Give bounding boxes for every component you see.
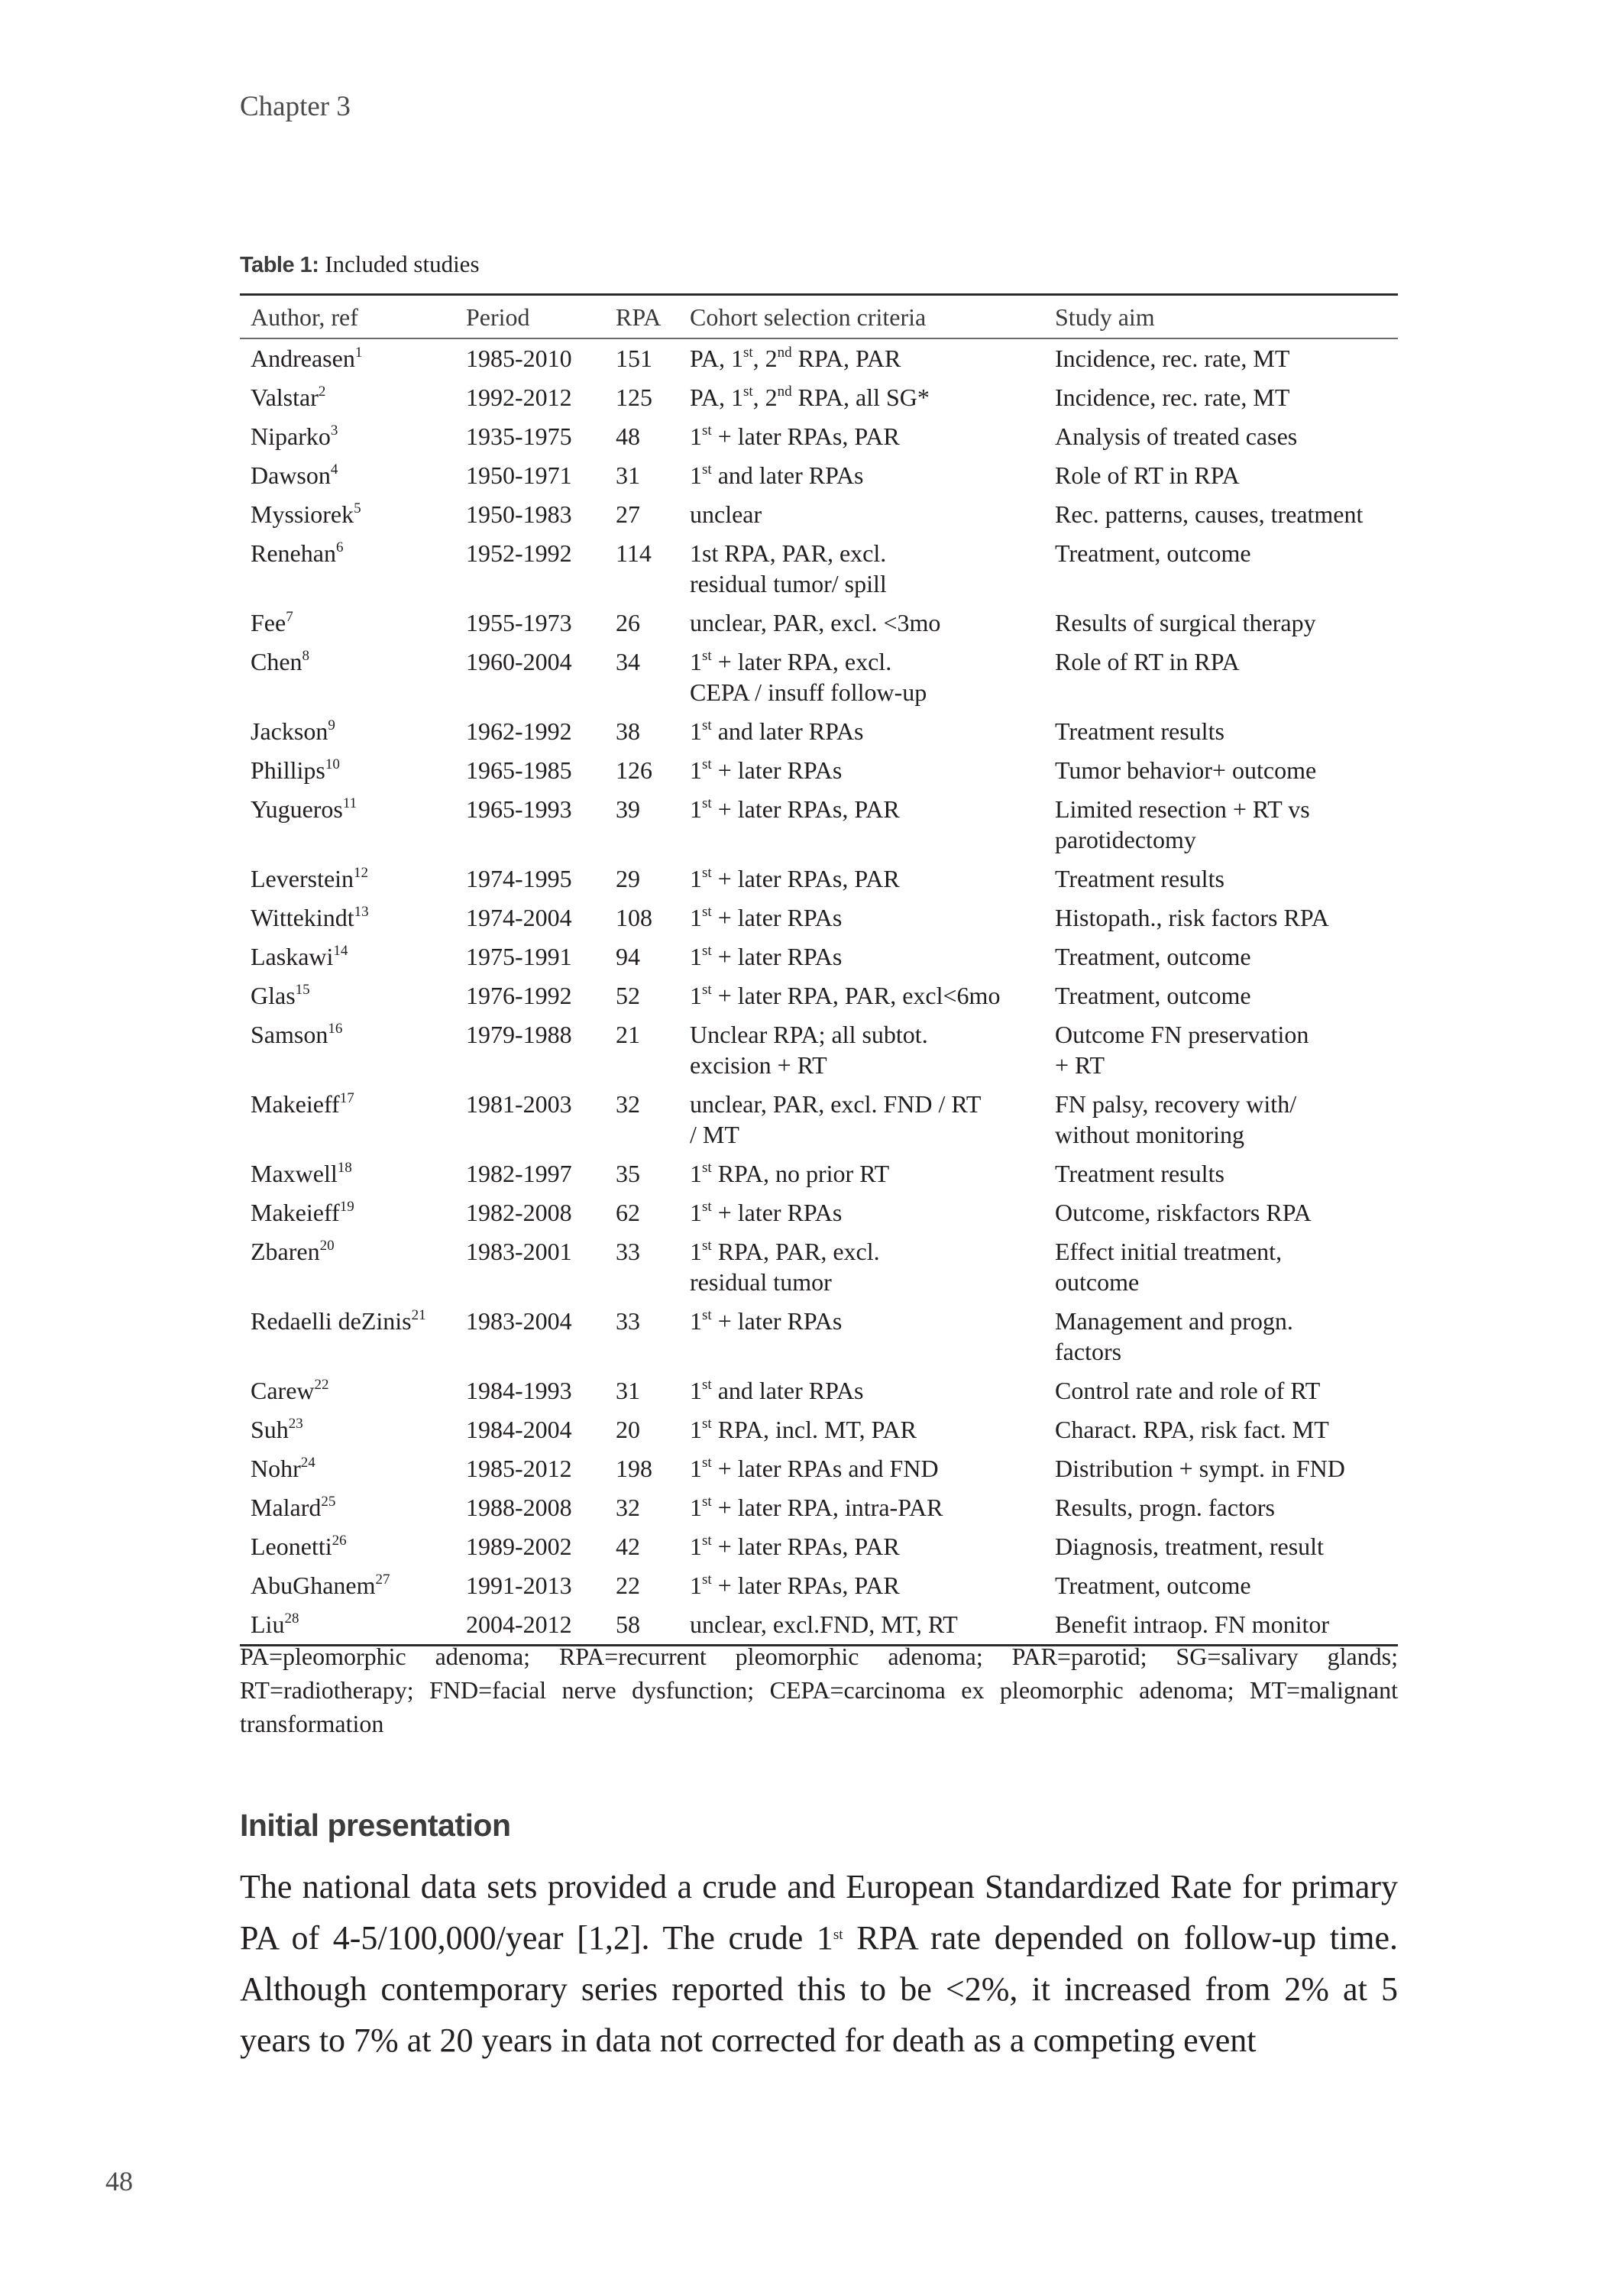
- cell-cohort-criteria: unclear, excl.FND, MT, RT: [690, 1611, 958, 1638]
- cell-cohort-criteria: 1st + later RPAs: [690, 904, 843, 931]
- cell-cohort-criteria: 1st RPA, no prior RT: [690, 1160, 890, 1187]
- cell-rpa: 32: [616, 1090, 640, 1118]
- table-row: [240, 456, 1398, 495]
- cell-cohort-criteria: 1st + later RPAs, PAR: [690, 422, 900, 450]
- table-row: [240, 643, 1398, 712]
- cell-rpa: 48: [616, 422, 640, 450]
- table-row: [240, 1232, 1398, 1302]
- table-row: [240, 378, 1398, 417]
- cell-author: Valstar$^2$: [251, 384, 326, 411]
- cell-rpa: 94: [616, 943, 640, 970]
- cell-cohort-criteria: 1st + later RPAs, PAR: [690, 1533, 900, 1560]
- cell-period: 1965-1985: [466, 756, 572, 784]
- table-header: [240, 295, 1398, 339]
- superscript: nd: [777, 345, 792, 361]
- cell-study-aim: Diagnosis, treatment, result: [1055, 1533, 1324, 1560]
- cell-study-aim: Tumor behavior+ outcome: [1055, 756, 1317, 784]
- cell-study-aim: Role of RT in RPA: [1055, 648, 1240, 675]
- cell-rpa: 114: [616, 539, 652, 567]
- table-row: [240, 1085, 1398, 1154]
- cell-study-aim: Analysis of treated cases: [1055, 422, 1298, 450]
- cell-study-aim: Treatment results: [1055, 1160, 1224, 1187]
- cell-cohort-criteria: 1st + later RPA, excl. CEPA / insuff follow-up: [690, 648, 927, 706]
- cell-author: Makeieff$^{17}$: [251, 1090, 354, 1118]
- table-row: [240, 534, 1398, 604]
- table-row: [240, 604, 1398, 643]
- cell-period: 1988-2008: [466, 1494, 572, 1521]
- cell-period: 1960-2004: [466, 648, 572, 675]
- superscript: st: [702, 756, 712, 772]
- included-studies-table: [240, 293, 1398, 1646]
- cell-rpa: 33: [616, 1238, 640, 1265]
- cell-study-aim: Benefit intraop. FN monitor: [1055, 1611, 1330, 1638]
- cell-study-aim: Rec. patterns, causes, treatment: [1055, 500, 1364, 528]
- cell-period: 1962-1992: [466, 717, 572, 745]
- superscript: st: [742, 384, 753, 400]
- column-header-rpa: RPA: [616, 303, 662, 331]
- cell-author: Nohr$^{24}$: [251, 1455, 315, 1482]
- reference-number: 24: [300, 1455, 315, 1471]
- cell-rpa: 39: [616, 795, 640, 823]
- reference-number: 10: [325, 756, 340, 772]
- cell-rpa: 151: [616, 345, 652, 372]
- cell-cohort-criteria: 1st + later RPA, PAR, excl<6mo: [690, 982, 1001, 1009]
- cell-cohort-criteria: 1st + later RPAs, PAR: [690, 795, 900, 823]
- cell-author: Jackson$^9$: [251, 717, 335, 745]
- cell-study-aim: Results, progn. factors: [1055, 1494, 1275, 1521]
- table-row: [240, 712, 1398, 751]
- cell-rpa: 108: [616, 904, 652, 931]
- table-row: [240, 1193, 1398, 1232]
- table-row: [240, 1015, 1398, 1085]
- cell-period: 1983-2001: [466, 1238, 572, 1265]
- superscript: st: [702, 904, 712, 920]
- cell-period: 1974-2004: [466, 904, 572, 931]
- cell-study-aim: Effect initial treatment, outcome: [1055, 1238, 1283, 1296]
- cell-period: 1975-1991: [466, 943, 572, 970]
- cell-cohort-criteria: unclear, PAR, excl. FND / RT / MT: [690, 1090, 982, 1148]
- cell-rpa: 22: [616, 1572, 640, 1599]
- cell-cohort-criteria: 1st + later RPAs: [690, 1199, 843, 1226]
- cell-study-aim: Outcome FN preservation + RT: [1055, 1021, 1309, 1079]
- cell-rpa: 198: [616, 1455, 652, 1482]
- reference-number: 13: [354, 904, 369, 920]
- section-heading: Initial presentation: [240, 1808, 511, 1843]
- cell-rpa: 38: [616, 717, 640, 745]
- cell-cohort-criteria: 1st + later RPAs, PAR: [690, 1572, 900, 1599]
- cell-period: 1981-2003: [466, 1090, 572, 1118]
- cell-study-aim: Treatment, outcome: [1055, 1572, 1251, 1599]
- superscript: st: [702, 943, 712, 959]
- superscript: st: [702, 1199, 712, 1215]
- cell-period: 1991-2013: [466, 1572, 572, 1599]
- cell-study-aim: Control rate and role of RT: [1055, 1377, 1321, 1404]
- cell-rpa: 42: [616, 1533, 640, 1560]
- cell-author: Leonetti$^{26}$: [251, 1533, 347, 1560]
- cell-cohort-criteria: unclear: [690, 500, 762, 528]
- reference-number: 4: [330, 461, 338, 478]
- cell-author: Laskawi$^{14}$: [251, 943, 348, 970]
- cell-study-aim: FN palsy, recovery with/ without monitoring: [1055, 1090, 1297, 1148]
- reference-number: 12: [354, 865, 369, 881]
- cell-study-aim: Treatment, outcome: [1055, 539, 1251, 567]
- cell-author: Yugueros$^{11}$: [251, 795, 357, 823]
- cell-author: Niparko$^3$: [251, 422, 338, 450]
- superscript: nd: [777, 384, 792, 400]
- page-number: 48: [105, 2166, 133, 2196]
- superscript: st: [702, 795, 712, 811]
- cell-period: 1950-1971: [466, 461, 572, 489]
- cell-study-aim: Treatment results: [1055, 865, 1224, 892]
- reference-number: 18: [337, 1160, 352, 1176]
- cell-cohort-criteria: 1st + later RPA, intra-PAR: [690, 1494, 943, 1521]
- cell-study-aim: Distribution + sympt. in FND: [1055, 1455, 1345, 1482]
- table-row: [240, 1488, 1398, 1527]
- cell-rpa: 29: [616, 865, 640, 892]
- cell-cohort-criteria: 1st RPA, PAR, excl. residual tumor/ spill: [690, 539, 887, 597]
- superscript: st: [702, 982, 712, 998]
- superscript: st: [702, 1494, 712, 1510]
- superscript: st: [702, 1572, 712, 1588]
- cell-rpa: 58: [616, 1611, 640, 1638]
- cell-study-aim: Role of RT in RPA: [1055, 461, 1240, 489]
- table-row: [240, 1527, 1398, 1566]
- cell-period: 1984-1993: [466, 1377, 572, 1404]
- reference-number: 2: [318, 384, 326, 400]
- reference-number: 8: [302, 648, 310, 664]
- cell-period: 1985-2012: [466, 1455, 572, 1482]
- cell-cohort-criteria: 1st + later RPAs: [690, 943, 843, 970]
- cell-author: Redaelli deZinis$^{21}$: [251, 1307, 426, 1335]
- reference-number: 21: [411, 1307, 426, 1323]
- superscript: st: [702, 1455, 712, 1471]
- cell-cohort-criteria: 1st and later RPAs: [690, 461, 864, 489]
- table-row: [240, 976, 1398, 1015]
- cell-cohort-criteria: PA, 1st, 2nd RPA, PAR: [690, 345, 901, 372]
- table-row: [240, 1154, 1398, 1193]
- cell-study-aim: Treatment results: [1055, 717, 1224, 745]
- table-row: [240, 1410, 1398, 1449]
- included-studies-table-container: [240, 293, 1398, 1646]
- cell-study-aim: Incidence, rec. rate, MT: [1055, 345, 1290, 372]
- cell-cohort-criteria: PA, 1st, 2nd RPA, all SG*: [690, 384, 930, 411]
- superscript: st: [702, 1160, 712, 1176]
- cell-rpa: 32: [616, 1494, 640, 1521]
- table-caption-text: Included studies: [319, 251, 480, 277]
- reference-number: 20: [319, 1238, 335, 1254]
- cell-rpa: 27: [616, 500, 640, 528]
- running-head: Chapter 3: [240, 91, 351, 122]
- table-row: [240, 898, 1398, 937]
- cell-author: Glas$^{15}$: [251, 982, 310, 1009]
- reference-number: 23: [288, 1416, 303, 1432]
- cell-author: AbuGhanem$^{27}$: [251, 1572, 390, 1599]
- cell-period: 1982-1997: [466, 1160, 572, 1187]
- cell-period: 1935-1975: [466, 422, 572, 450]
- reference-number: 27: [375, 1572, 390, 1588]
- table-header-row: [240, 295, 1398, 339]
- cell-author: Makeieff$^{19}$: [251, 1199, 354, 1226]
- column-header-study-aim: Study aim: [1055, 303, 1155, 331]
- cell-period: 2004-2012: [466, 1611, 572, 1638]
- cell-rpa: 20: [616, 1416, 640, 1443]
- reference-number: 9: [328, 717, 335, 733]
- cell-author: Andreasen$^1$: [251, 345, 363, 372]
- cell-author: Malard$^{25}$: [251, 1494, 336, 1521]
- cell-rpa: 31: [616, 1377, 640, 1404]
- superscript: st: [702, 1416, 712, 1432]
- reference-number: 28: [284, 1611, 299, 1627]
- superscript: st: [702, 865, 712, 881]
- cell-author: Fee$^7$: [251, 609, 293, 636]
- reference-number: 19: [339, 1199, 354, 1215]
- table-row: [240, 860, 1398, 898]
- superscript: st: [702, 1238, 712, 1254]
- reference-number: 3: [330, 422, 338, 439]
- cell-period: 1992-2012: [466, 384, 572, 411]
- cell-period: 1955-1973: [466, 609, 572, 636]
- table-row: [240, 1371, 1398, 1410]
- cell-rpa: 34: [616, 648, 640, 675]
- cell-author: Dawson$^4$: [251, 461, 338, 489]
- cell-cohort-criteria: 1st + later RPAs, PAR: [690, 865, 900, 892]
- cell-study-aim: Treatment, outcome: [1055, 943, 1251, 970]
- superscript: st: [702, 1533, 712, 1549]
- column-header-period: Period: [466, 303, 530, 331]
- cell-period: 1979-1988: [466, 1021, 572, 1048]
- cell-author: Wittekindt$^{13}$: [251, 904, 369, 931]
- table-row: [240, 495, 1398, 534]
- table-body: [240, 338, 1398, 1646]
- reference-number: 16: [328, 1021, 343, 1037]
- superscript: st: [702, 461, 712, 478]
- table-row: [240, 1566, 1398, 1605]
- cell-author: Myssiorek$^5$: [251, 500, 361, 528]
- superscript: st: [702, 1377, 712, 1393]
- cell-period: 1989-2002: [466, 1533, 572, 1560]
- cell-rpa: 31: [616, 461, 640, 489]
- cell-cohort-criteria: unclear, PAR, excl. <3mo: [690, 609, 941, 636]
- reference-number: 25: [321, 1494, 336, 1510]
- column-header-author: Author, ref: [251, 303, 358, 331]
- cell-study-aim: Treatment, outcome: [1055, 982, 1251, 1009]
- cell-cohort-criteria: Unclear RPA; all subtot. excision + RT: [690, 1021, 928, 1079]
- cell-period: 1976-1992: [466, 982, 572, 1009]
- cell-period: 1952-1992: [466, 539, 572, 567]
- cell-author: Suh$^{23}$: [251, 1416, 303, 1443]
- cell-rpa: 26: [616, 609, 640, 636]
- cell-author: Samson$^{16}$: [251, 1021, 343, 1048]
- column-header-cohort-criteria: Cohort selection criteria: [690, 303, 927, 331]
- cell-study-aim: Outcome, riskfactors RPA: [1055, 1199, 1312, 1226]
- reference-number: 1: [354, 345, 363, 361]
- table-caption: [240, 251, 480, 278]
- reference-number: 6: [335, 539, 344, 555]
- cell-rpa: 62: [616, 1199, 640, 1226]
- reference-number: 11: [342, 795, 357, 811]
- cell-period: 1974-1995: [466, 865, 572, 892]
- cell-rpa: 33: [616, 1307, 640, 1335]
- cell-cohort-criteria: 1st RPA, PAR, excl. residual tumor: [690, 1238, 880, 1296]
- cell-cohort-criteria: 1st + later RPAs: [690, 756, 843, 784]
- cell-author: Renehan$^6$: [251, 539, 344, 567]
- cell-cohort-criteria: 1st RPA, incl. MT, PAR: [690, 1416, 917, 1443]
- reference-number: 7: [286, 609, 293, 625]
- reference-number: 15: [295, 982, 310, 998]
- reference-number: 17: [339, 1090, 354, 1106]
- cell-rpa: 126: [616, 756, 652, 784]
- superscript: st: [702, 422, 712, 439]
- cell-period: 1984-2004: [466, 1416, 572, 1443]
- superscript: st: [742, 345, 753, 361]
- superscript: st: [702, 648, 712, 664]
- superscript: st: [702, 1307, 712, 1323]
- cell-author: Chen$^8$: [251, 648, 310, 675]
- table-row: [240, 1449, 1398, 1488]
- cell-study-aim: Histopath., risk factors RPA: [1055, 904, 1329, 931]
- cell-period: 1983-2004: [466, 1307, 572, 1335]
- reference-number: 5: [354, 500, 361, 516]
- cell-period: 1985-2010: [466, 345, 572, 372]
- cell-cohort-criteria: 1st + later RPAs: [690, 1307, 843, 1335]
- table-caption-label: Table 1:: [240, 253, 319, 277]
- cell-author: Phillips$^{10}$: [251, 756, 340, 784]
- cell-author: Zbaren$^{20}$: [251, 1238, 335, 1265]
- cell-period: 1950-1983: [466, 500, 572, 528]
- cell-cohort-criteria: 1st + later RPAs and FND: [690, 1455, 939, 1482]
- cell-author: Leverstein$^{12}$: [251, 865, 369, 892]
- cell-study-aim: Management and progn. factors: [1055, 1307, 1293, 1365]
- table-row: [240, 417, 1398, 456]
- table-row: [240, 751, 1398, 790]
- cell-author: Liu$^{28}$: [251, 1611, 299, 1638]
- table-row: [240, 338, 1398, 378]
- table-row: [240, 937, 1398, 976]
- cell-author: Carew$^{22}$: [251, 1377, 329, 1404]
- superscript: st: [702, 717, 712, 733]
- cell-rpa: 125: [616, 384, 652, 411]
- cell-period: 1982-2008: [466, 1199, 572, 1226]
- cell-study-aim: Incidence, rec. rate, MT: [1055, 384, 1290, 411]
- reference-number: 14: [333, 943, 348, 959]
- cell-period: 1965-1993: [466, 795, 572, 823]
- cell-cohort-criteria: 1st and later RPAs: [690, 1377, 864, 1404]
- superscript: st: [833, 1927, 843, 1943]
- cell-rpa: 35: [616, 1160, 640, 1187]
- table-row: [240, 1302, 1398, 1371]
- cell-study-aim: Limited resection + RT vs parotidectomy: [1055, 795, 1310, 853]
- table-footnote: PA=pleomorphic adenoma; RPA=recurrent pleomorphic adenoma; PAR=parotid; SG=salivary glands; RT=radiotherapy; FND=facial nerve dysfunction; CEPA=carcinoma ex pleomorphic adenoma; MT=malignant transformation: [240, 1643, 1398, 1737]
- cell-rpa: 52: [616, 982, 640, 1009]
- cell-author: Maxwell$^{18}$: [251, 1160, 352, 1187]
- cell-rpa: 21: [616, 1021, 640, 1048]
- reference-number: 26: [332, 1533, 347, 1549]
- cell-cohort-criteria: 1st and later RPAs: [690, 717, 864, 745]
- table-row: [240, 790, 1398, 860]
- cell-study-aim: Charact. RPA, risk fact. MT: [1055, 1416, 1329, 1443]
- cell-study-aim: Results of surgical therapy: [1055, 609, 1316, 636]
- body-paragraph: The national data sets provided a crude and European Standardized Rate for primary PA of 4-5/100,000/year [1,2]. The crude 1st RPA rate depended on follow-up time. Although contemporary series reported this to be <2%, it increased from 2% at 5 years to 7% at 20 years in data not corrected for death as a competing event: [240, 1868, 1399, 2059]
- reference-number: 22: [314, 1377, 329, 1393]
